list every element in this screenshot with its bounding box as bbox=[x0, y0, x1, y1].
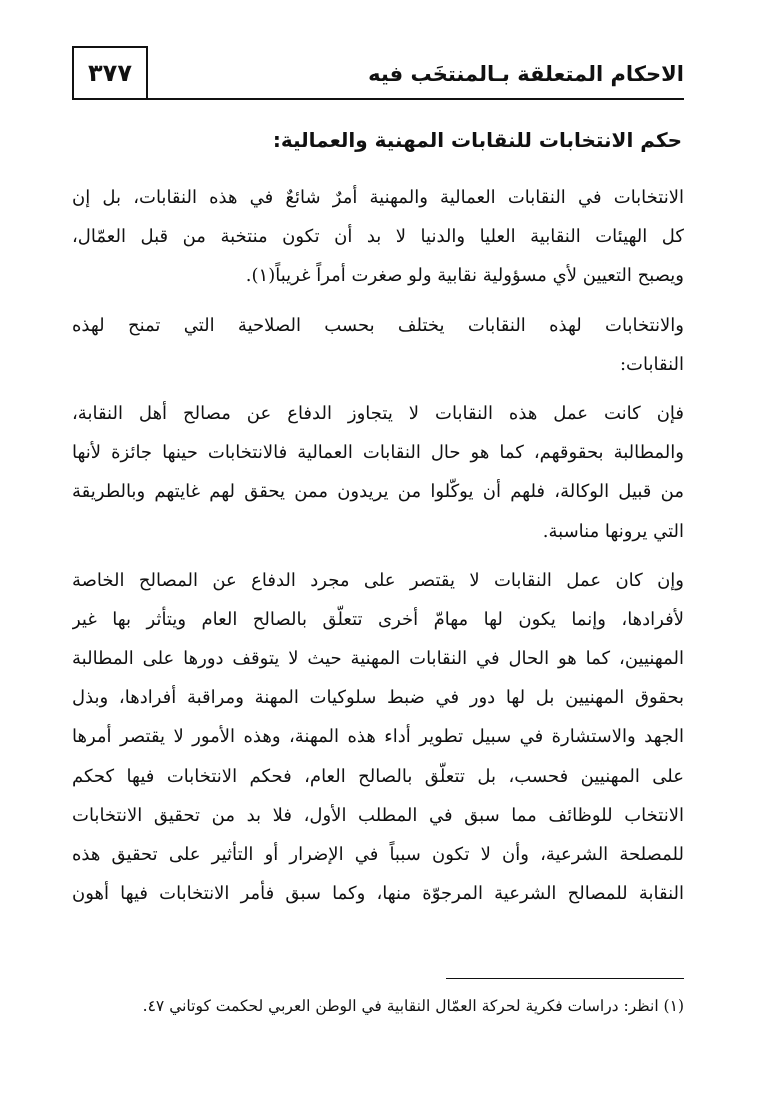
body-line: النقابات: bbox=[619, 353, 684, 375]
body-line: كل الهيئات النقابية العليا والدنيا لا بد أن تكون منتخبة من قبل العمّال، bbox=[72, 226, 684, 248]
body-line: من قبيل الوكالة، فلهم أن يوكّلوا من يريدون ممن يحقق لهم غايتهم وبالطريقة bbox=[72, 481, 684, 503]
body-line: على المهنيين فحسب، بل تتعلّق بالصالح العام، فحكم الانتخابات فيها كحكم bbox=[72, 765, 684, 787]
body-line: النقابة للمصالح الشرعية المرجوّة منها، وكما سبق فأمر الانتخابات فيها أهون bbox=[72, 883, 684, 905]
section-heading: حكم الانتخابات للنقابات المهنية والعمالية: bbox=[272, 128, 682, 152]
body-line: فإن كانت عمل هذه النقابات لا يتجاوز الدفاع عن مصالح أهل النقابة، bbox=[72, 402, 684, 424]
body-line: الانتخاب للوظائف مما سبق في المطلب الأول، فلا بد من تحقيق الانتخابات bbox=[72, 804, 684, 826]
body-text bbox=[72, 178, 684, 913]
body-line: التي يرونها مناسبة. bbox=[542, 520, 684, 542]
body-line: بحقوق المهنيين بل لها دور في ضبط سلوكيات المهنة ومراقبة أفرادها، وبذل bbox=[72, 687, 684, 709]
body-line: وإن كان عمل النقابات لا يقتصر على مجرد الدفاع عن المصالح الخاصة bbox=[72, 569, 684, 591]
body-line: المهنيين، كما هو الحال في النقابات المهنية حيث لا يتوقف دورها على المطالبة bbox=[72, 648, 684, 670]
body-line: الانتخابات في النقابات العمالية والمهنية أمرٌ شائعٌ في هذه النقابات، بل إن bbox=[72, 187, 684, 208]
body-line: الجهد والاستشارة في سبيل تطوير أداء هذه المهنة، وهذه الأمور لا يقتصر أمرها bbox=[72, 726, 684, 748]
footnote-separator bbox=[446, 978, 684, 979]
page-number: ٣٧٧ bbox=[88, 59, 132, 87]
body-line: لأفرادها، وإنما يكون لها مهامّ أخرى تتعلّق بالصالح العام ويتأثر بها غير bbox=[72, 608, 684, 630]
header-rule bbox=[72, 98, 684, 100]
page-number-box bbox=[72, 46, 148, 98]
body-line: ويصبح التعيين لأي مسؤولية نقابية ولو صغرت أمراً غريباً(١). bbox=[245, 265, 684, 287]
running-header bbox=[72, 46, 684, 106]
body-line: والانتخابات لهذه النقابات يختلف بحسب الصلاحية التي تمنح لهذه bbox=[72, 314, 684, 336]
body-line: للمصلحة الشرعية، وأن لا تكون سبباً في الإضرار أو التأثير على تحقيق هذه bbox=[72, 844, 684, 865]
footnote: (١) انظر: دراسات فكرية لحركة العمّال النقابية في الوطن العربي لحكمت كوتاني ٤٧. bbox=[142, 997, 684, 1015]
body-line: والمطالبة بحقوقهم، كما هو حال النقابات العمالية فالانتخابات حينها جائزة لأنها bbox=[72, 442, 684, 464]
running-title: الاحكام المتعلقة بـالمنتخَب فيه bbox=[368, 62, 684, 86]
